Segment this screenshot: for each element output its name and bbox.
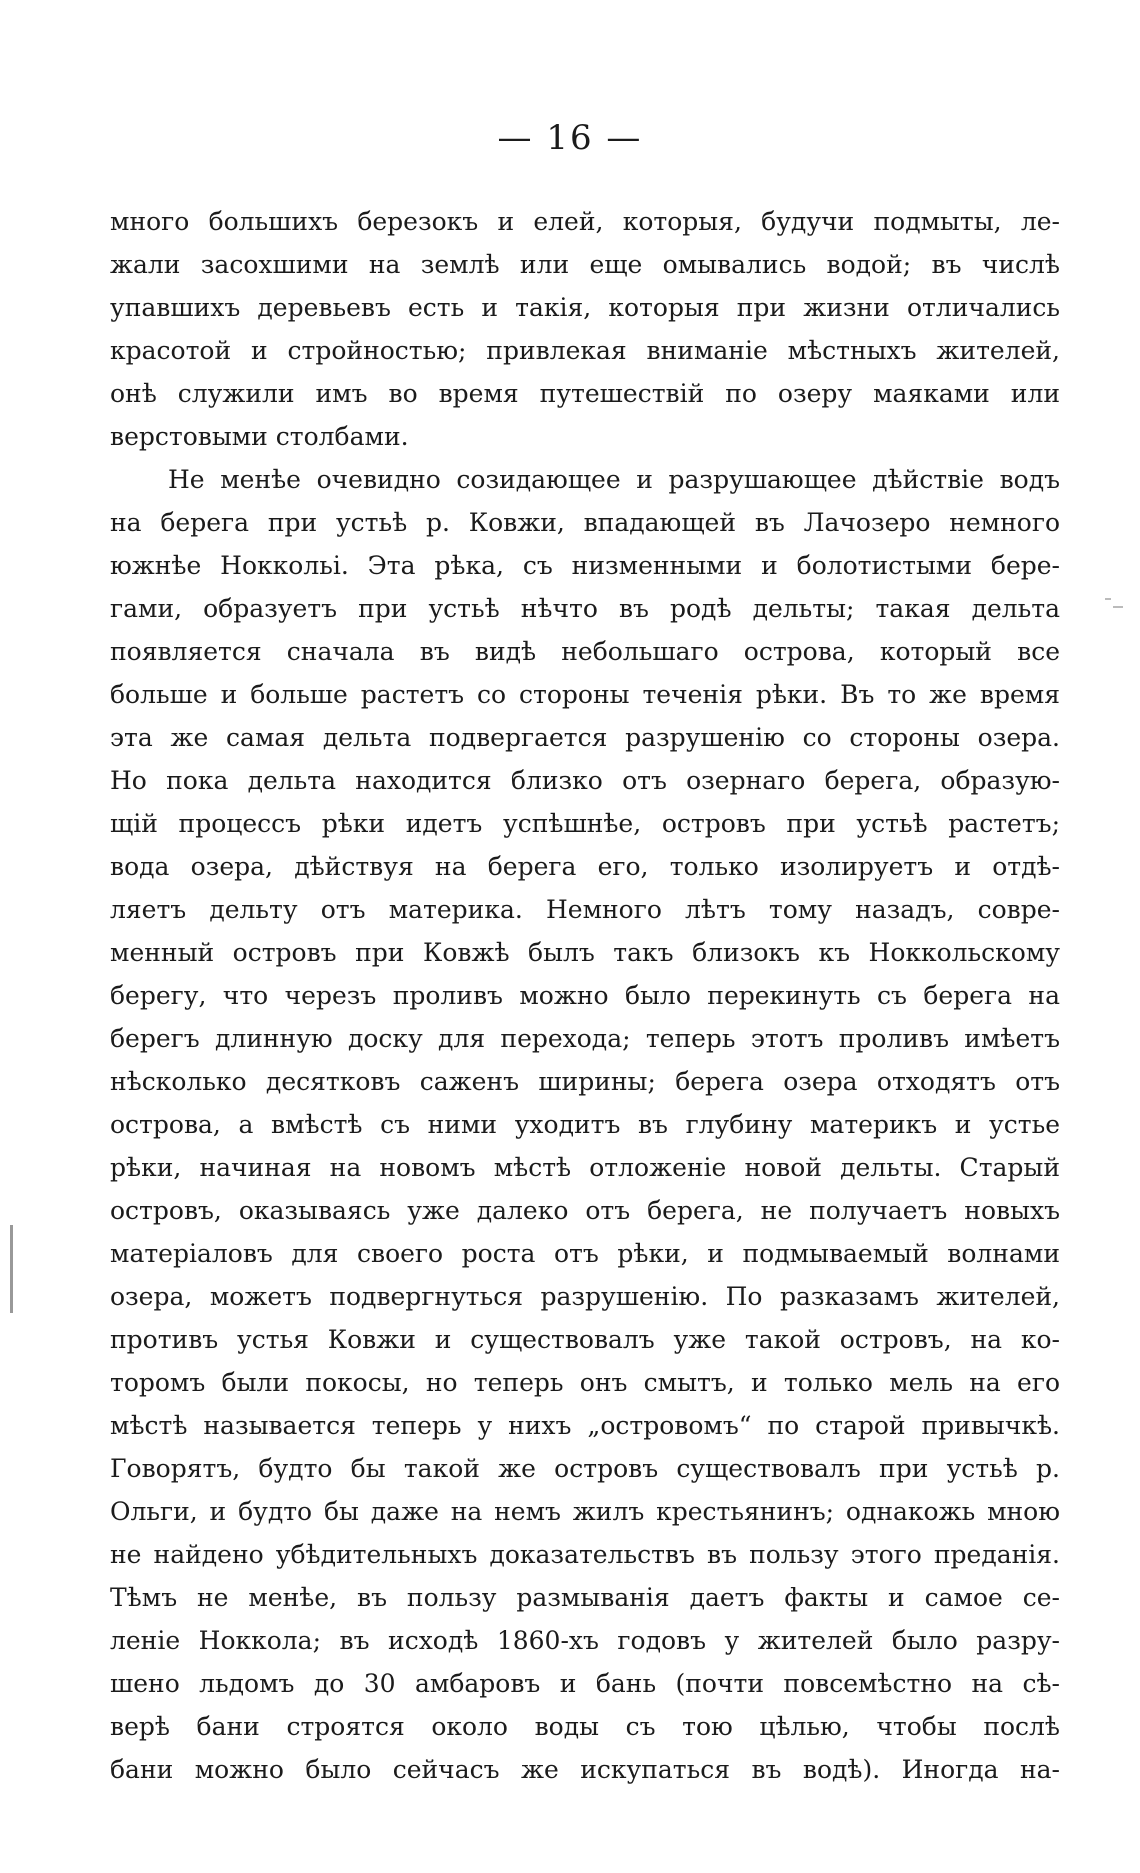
text-line: леніе Ноккола; въ исходѣ 1860-хъ годовъ у жителей было разру-: [110, 1626, 1060, 1655]
scan-speck: [1113, 606, 1123, 608]
text-line: гами, образуетъ при устьѣ нѣчто въ родѣ дельты; такая дельта: [110, 594, 1060, 623]
text-line: торомъ были покосы, но теперь онъ смытъ, и только мель на его: [110, 1368, 1060, 1397]
text-line: Ольги, и будто бы даже на немъ жилъ крестьянинъ; однакожь мною: [110, 1497, 1060, 1526]
text-line: онѣ служили имъ во время путешествій по озеру маяками или: [110, 379, 1060, 408]
text-line: менный островъ при Ковжѣ былъ такъ близокъ къ Ноккольскому: [110, 938, 1060, 967]
text-line: нѣсколько десятковъ саженъ ширины; берега озера отходятъ отъ: [110, 1067, 1060, 1096]
text-line: Не менѣе очевидно созидающее и разрушающее дѣйствіе водъ: [168, 465, 1060, 494]
text-line: ляетъ дельту отъ материка. Немного лѣтъ тому назадъ, совре-: [110, 895, 1060, 924]
text-line: Но пока дельта находится близко отъ озернаго берега, образую-: [110, 766, 1060, 795]
text-line: жали засохшими на землѣ или еще омывались водой; въ числѣ: [110, 250, 1060, 279]
scan-margin-mark: [10, 1225, 13, 1313]
text-line: шено льдомъ до 30 амбаровъ и бань (почти повсемѣстно на сѣ-: [110, 1669, 1060, 1698]
scan-speck: [1105, 598, 1111, 600]
text-line: больше и больше растетъ со стороны теченія рѣки. Въ то же время: [110, 680, 1060, 709]
text-line: эта же самая дельта подвергается разрушенію со стороны озера.: [110, 723, 1060, 752]
text-line: противъ устья Ковжи и существовалъ уже такой островъ, на ко-: [110, 1325, 1060, 1354]
text-line: матеріаловъ для своего роста отъ рѣки, и подмываемый волнами: [110, 1239, 1060, 1268]
text-line: озера, можетъ подвергнуться разрушенію. По разказамъ жителей,: [110, 1282, 1060, 1311]
text-line: берегъ длинную доску для перехода; теперь этотъ проливъ имѣетъ: [110, 1024, 1060, 1053]
text-line: появляется сначала въ видѣ небольшаго острова, который все: [110, 637, 1060, 666]
text-line: верстовыми столбами.: [110, 422, 409, 451]
text-line: верѣ бани строятся около воды съ тою цѣлью, чтобы послѣ: [110, 1712, 1060, 1741]
text-body: [110, 200, 1060, 1791]
text-line: Говорятъ, будто бы такой же островъ существовалъ при устьѣ р.: [110, 1454, 1060, 1483]
text-line: бани можно было сейчасъ же искупаться въ водѣ). Иногда на-: [110, 1755, 1060, 1784]
text-line: щій процессъ рѣки идетъ успѣшнѣе, островъ при устьѣ растетъ;: [110, 809, 1060, 838]
text-line: южнѣе Ноккольі. Эта рѣка, съ низменными и болотистыми бере-: [110, 551, 1060, 580]
text-line: рѣки, начиная на новомъ мѣстѣ отложеніе новой дельты. Старый: [110, 1153, 1060, 1182]
text-line: много большихъ березокъ и елей, которыя, будучи подмыты, ле-: [110, 207, 1060, 236]
text-line: островъ, оказываясь уже далеко отъ берега, не получаетъ новыхъ: [110, 1196, 1060, 1225]
text-line: упавшихъ деревьевъ есть и такія, которыя при жизни отличались: [110, 293, 1060, 322]
page-number: — 16 —: [497, 118, 643, 158]
text-line: мѣстѣ называется теперь у нихъ „островомъ“ по старой привычкѣ.: [110, 1411, 1060, 1440]
text-line: берегу, что черезъ проливъ можно было перекинуть съ берега на: [110, 981, 1060, 1010]
text-line: Тѣмъ не менѣе, въ пользу размыванія даетъ факты и самое се-: [110, 1583, 1060, 1612]
text-line: вода озера, дѣйствуя на берега его, только изолируетъ и отдѣ-: [110, 852, 1060, 881]
text-line: на берега при устьѣ р. Ковжи, впадающей въ Лачозеро немного: [110, 508, 1060, 537]
text-line: не найдено убѣдительныхъ доказательствъ въ пользу этого преданія.: [110, 1540, 1060, 1569]
text-line: красотой и стройностью; привлекая вниманіе мѣстныхъ жителей,: [110, 336, 1060, 365]
text-line: острова, а вмѣстѣ съ ними уходитъ въ глубину материкъ и устье: [110, 1110, 1060, 1139]
